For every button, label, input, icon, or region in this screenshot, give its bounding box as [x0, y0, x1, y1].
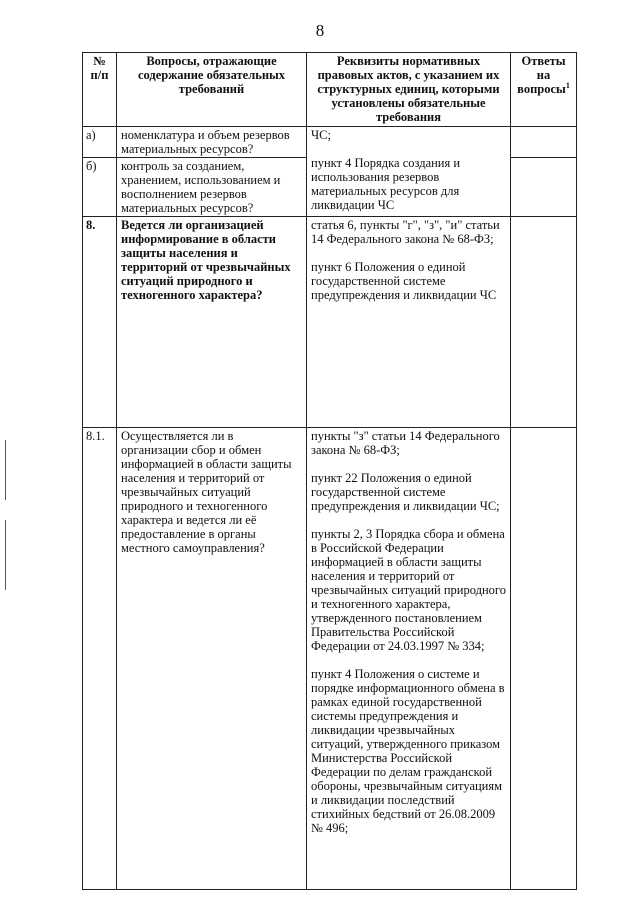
scan-edge-mark	[5, 520, 6, 590]
row-question: Ведется ли организацией информирование в области защиты населения и территорий от чрезвычайных ситуаций природного и техногенного характера?	[117, 217, 307, 428]
row-number: 8.	[83, 217, 117, 428]
row-requisites	[307, 127, 511, 217]
row-question: номенклатура и объем резервов материальных ресурсов?	[117, 127, 307, 158]
table-row	[83, 127, 577, 158]
header-answers-text: Ответы на вопросы	[517, 54, 566, 96]
header-requisites: Реквизиты нормативных правовых актов, с указанием их структурных единиц, которыми установлены обязательные требования	[307, 53, 511, 127]
header-num: № п/п	[83, 53, 117, 127]
requisite-item: пункт 4 Порядка создания и использования резервов материальных ресурсов для ликвидации ЧС	[311, 156, 461, 212]
scan-edge-mark	[5, 440, 6, 500]
requisite-item: пункт 4 Положения о системе и порядке информационного обмена в рамках единой государственной системы предупреждения и ликвидации чрезвычайных ситуаций, утвержденного приказом Министерства Российской Федерации по делам гражданской обороны, чрезвычайным ситуациям и ликвидации последствий стихийных бедствий от 26.08.2009 № 496;	[311, 667, 505, 835]
requisite-item: пункт 22 Положения о единой государственной системе предупреждения и ликвидации ЧС;	[311, 471, 500, 513]
row-question: Осуществляется ли в организации сбор и обмен информацией в области защиты населения и территорий от чрезвычайных ситуаций природного и техногенного характера и ведется ли её предоставление в органы местного самоуправления?	[117, 428, 307, 890]
row-number: б)	[83, 158, 117, 217]
row-requisites	[307, 217, 511, 428]
footnote-marker: 1	[565, 80, 570, 90]
row-answer	[511, 158, 577, 217]
requirements-table	[82, 52, 577, 890]
table-row	[83, 217, 577, 428]
requisite-item: ЧС;	[311, 128, 331, 142]
row-number: 8.1.	[83, 428, 117, 890]
row-number: а)	[83, 127, 117, 158]
requisite-item: пункт 6 Положения о единой государственной системе предупреждения и ликвидации ЧС	[311, 260, 497, 302]
table-header-row	[83, 53, 577, 127]
header-answers	[511, 53, 577, 127]
page-number: 8	[315, 21, 325, 40]
row-answer	[511, 217, 577, 428]
row-question: контроль за созданием, хранением, использованием и восполнением резервов материальных ресурсов?	[117, 158, 307, 217]
requisite-item: пункты 2, 3 Порядка сбора и обмена в Российской Федерации информацией в области защиты населения и территорий от чрезвычайных ситуаций природного и техногенного характера, утвержденного постановлением Правительства Российской Федерации от 24.03.1997 № 334;	[311, 527, 506, 653]
table-row	[83, 428, 577, 890]
row-answer	[511, 127, 577, 158]
requisite-item: статья 6, пункты "г", "з", "и" статьи 14 Федерального закона № 68-ФЗ;	[311, 218, 500, 246]
row-requisites	[307, 428, 511, 890]
header-questions: Вопросы, отражающие содержание обязательных требований	[117, 53, 307, 127]
row-answer	[511, 428, 577, 890]
requisite-item: пункты "з" статьи 14 Федерального закона № 68-ФЗ;	[311, 429, 500, 457]
